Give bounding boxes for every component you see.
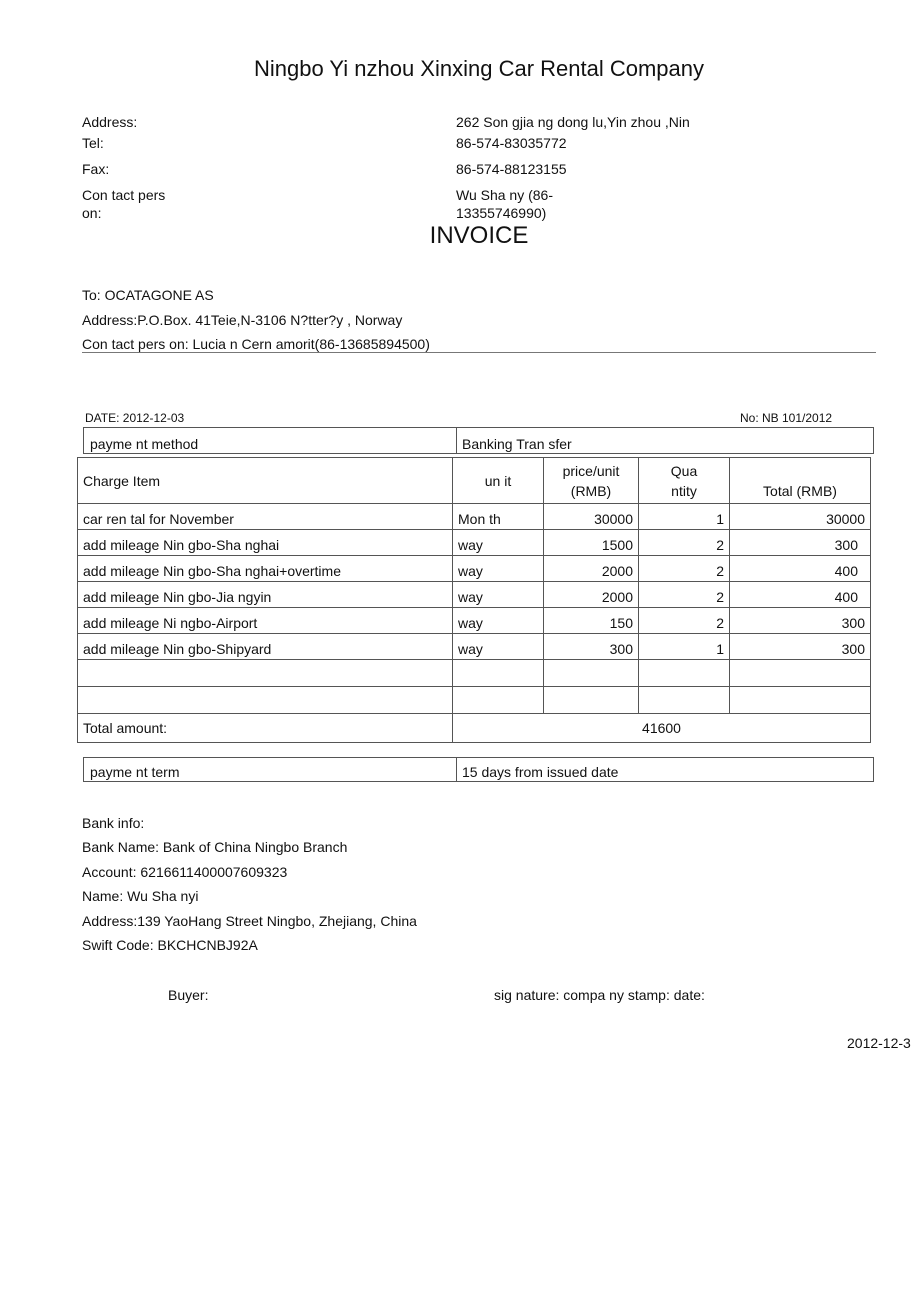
header-price-line1: price/unit [562,462,620,479]
row-quantity: 2 [639,530,730,556]
row-total: 300 [730,634,871,660]
row-price: 2000 [544,556,639,582]
header-total: Total (RMB) [730,458,871,504]
payment-term-box [83,757,874,782]
invoice-title: INVOICE [429,222,529,249]
row-quantity: 2 [639,556,730,582]
header-charge-item: Charge Item [78,458,453,504]
charges-table [77,457,871,743]
total-amount-value: 41600 [453,714,871,743]
recipient-to: To: OCATAGONE AS [82,287,214,303]
table-row [78,582,871,608]
recipient-contact: Con tact pers on: Lucia n Cern amorit(86-13685894500) [82,336,430,352]
table-row [78,608,871,634]
row-unit: way [453,634,544,660]
tel-value: 86-574-83035772 [456,135,567,151]
company-name: Ningbo Yi nzhou Xinxing Car Rental Company [253,56,705,81]
table-row [78,556,871,582]
row-quantity: 1 [639,634,730,660]
payment-method-box [83,427,874,454]
row-quantity: 2 [639,582,730,608]
row-price: 30000 [544,504,639,530]
payment-term-value: 15 days from issued date [462,764,619,780]
footer-date: 2012-12-3 [847,1035,911,1051]
total-amount-row [78,714,871,743]
row-price: 2000 [544,582,639,608]
row-total: 400 [730,556,871,582]
row-quantity: 1 [639,504,730,530]
row-price: 150 [544,608,639,634]
table-header-row [78,458,871,504]
address-label: Address: [82,114,138,130]
row-total: 400 [730,582,871,608]
row-unit: way [453,556,544,582]
contact-person-label-line2: on: [82,205,102,221]
contact-person-value-line2: 13355746990) [456,205,547,221]
row-unit: way [453,582,544,608]
payment-term-label: payme nt term [90,764,180,780]
table-row-empty [78,660,871,687]
row-charge-item: add mileage Nin gbo-Sha nghai [78,530,453,556]
total-amount-label: Total amount: [78,714,453,743]
row-total: 300 [730,608,871,634]
row-charge-item: add mileage Nin gbo-Shipyard [78,634,453,660]
payment-method-label: payme nt method [90,436,199,452]
header-price-line2: (RMB) [570,482,612,499]
invoice-date: DATE: 2012-12-03 [85,411,185,425]
contact-person-label-line1: Con tact pers [82,187,166,203]
table-row-empty [78,687,871,714]
bank-holder-name: Name: Wu Sha nyi [82,888,199,904]
tel-label: Tel: [82,135,104,151]
address-value: 262 Son gjia ng dong lu,Yin zhou ,Nin [456,114,690,130]
invoice-number: No: NB 101/2012 [740,411,833,425]
row-unit: Mon th [453,504,544,530]
bank-address: Address:139 YaoHang Street Ningbo, Zhejiang, China [82,913,417,929]
fax-label: Fax: [82,161,110,177]
bank-info-heading: Bank info: [82,815,145,831]
table-row [78,530,871,556]
row-unit: way [453,608,544,634]
row-charge-item: car ren tal for November [78,504,453,530]
bank-account: Account: 6216611400007609323 [82,864,288,880]
row-charge-item: add mileage Ni ngbo-Airport [78,608,453,634]
bank-swift-code: Swift Code: BKCHCNBJ92A [82,937,258,953]
table-row [78,504,871,530]
payment-term-divider [456,758,457,781]
row-quantity: 2 [639,608,730,634]
buyer-label: Buyer: [168,987,209,1003]
table-row [78,634,871,660]
bank-name: Bank Name: Bank of China Ningbo Branch [82,839,348,855]
row-price: 1500 [544,530,639,556]
fax-value: 86-574-88123155 [456,161,567,177]
header-quantity-line2: ntity [671,482,697,499]
row-charge-item: add mileage Nin gbo-Sha nghai+overtime [78,556,453,582]
header-price [544,458,639,504]
row-total: 300 [730,530,871,556]
row-charge-item: add mileage Nin gbo-Jia ngyin [78,582,453,608]
row-price: 300 [544,634,639,660]
header-quantity [639,458,730,504]
recipient-address: Address:P.O.Box. 41Teie,N-3106 N?tter?y , Norway [82,312,403,328]
header-unit: un it [453,458,544,504]
recipient-divider [82,352,876,353]
row-total: 30000 [730,504,871,530]
header-quantity-line1: Qua [670,462,698,479]
payment-method-divider [456,428,457,453]
row-unit: way [453,530,544,556]
contact-person-value-line1: Wu Sha ny (86- [456,187,554,203]
payment-method-value: Banking Tran sfer [462,436,572,452]
signature-label: sig nature: compa ny stamp: date: [494,987,705,1003]
